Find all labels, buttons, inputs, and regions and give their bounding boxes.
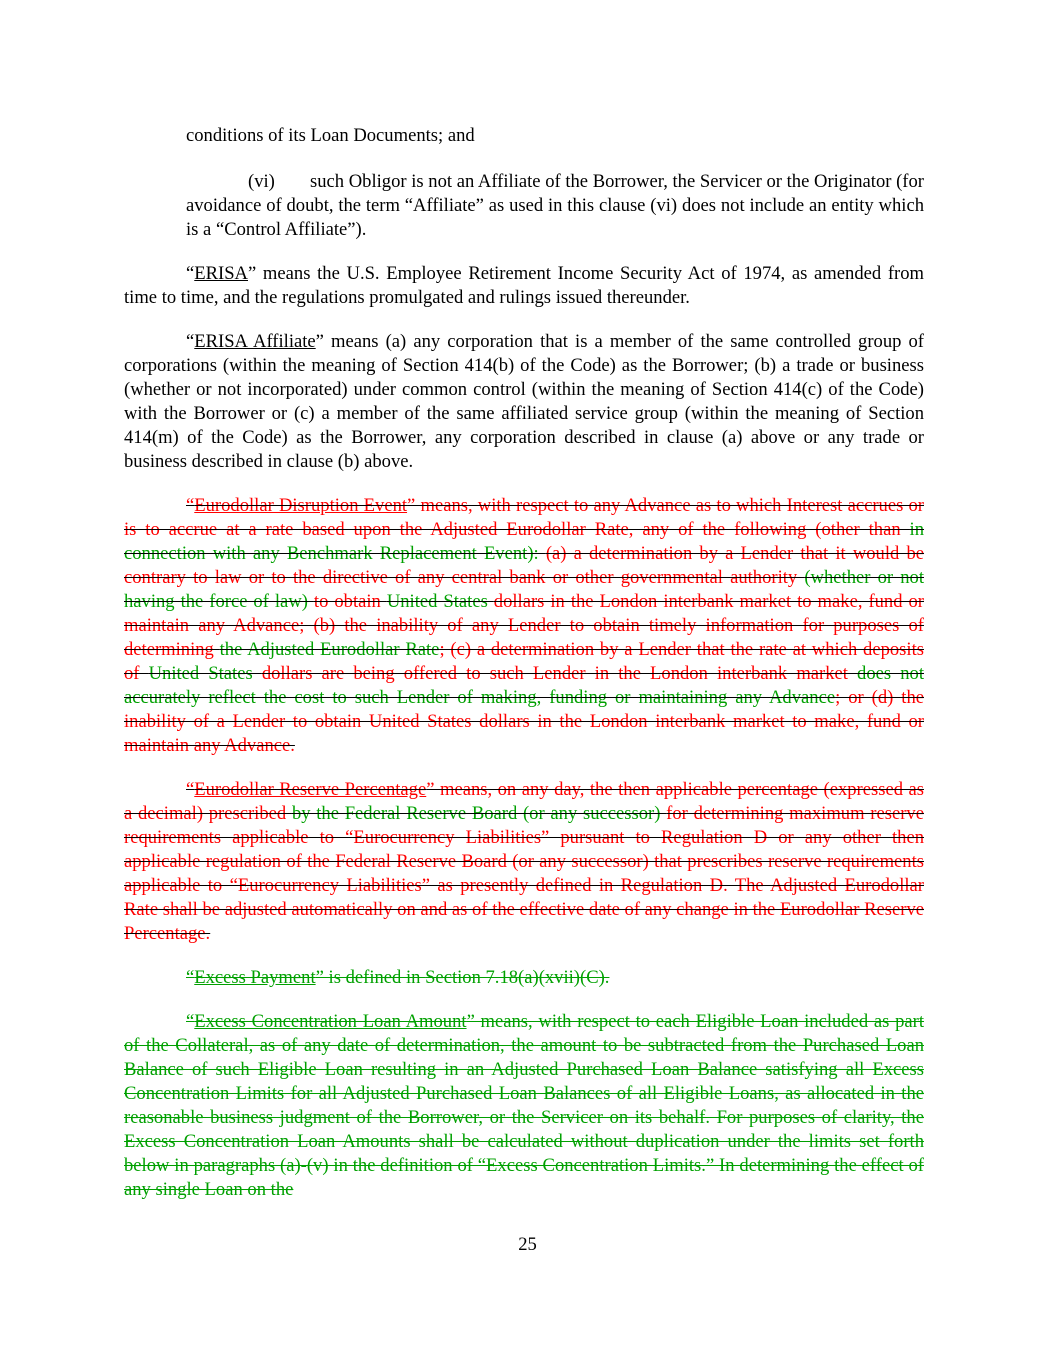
erisa-affiliate-term: ERISA Affiliate — [194, 331, 316, 352]
excess-payment-term: Excess Payment — [194, 967, 316, 988]
definition-excess-concentration-loan-amount — [124, 1010, 924, 1202]
eurodollar-disruption-open-quote: “ — [186, 495, 195, 516]
intro-paragraph: conditions of its Loan Documents; and — [186, 125, 475, 146]
eurodollar-disruption-term: Eurodollar Disruption Event — [194, 495, 408, 516]
excess-payment-open-quote: “ — [186, 967, 195, 988]
eurodollar-reserve-term: Eurodollar Reserve Percentage — [194, 779, 427, 800]
deleted-text: ” means, with respect to any Advance as to which Interest accrues or is to accrue at a rate based upon the Adjusted Eurodollar Rate, any of the following (other than — [124, 495, 924, 540]
deleted-text: ” means, on any day, the then applicable percentage (expressed as a decimal) prescribed — [124, 779, 924, 824]
deleted-text: ; (c) a determination by a Lender that the rate at which deposits of — [124, 639, 924, 684]
page-number: 25 — [518, 1234, 537, 1255]
excess-concentration-term: Excess Concentration Loan Amount — [194, 1011, 467, 1032]
erisa-term: ERISA — [194, 263, 248, 284]
clause-vi-text: such Obligor is not an Affiliate of the Borrower, the Servicer or the Originator (for avoidance of doubt, the term “Affiliate” as used in this clause (vi) does not include an entity which is a “Control Affiliate”). — [186, 171, 924, 240]
excess-payment-mid: ” is defined in — [315, 967, 426, 988]
definition-eurodollar-disruption-event — [124, 494, 924, 758]
deleted-text: for determining maximum reserve requirements applicable to “Eurocurrency Liabilities” pursuant to Regulation D or any other then applicable regulation of the Federal Reserve Board (or any successor) that prescribes reserve requirements applicable to “Eurocurrency Liabilities” as presently defined in Regulation D. The Adjusted Eurodollar Rate shall be adjusted automatically on and as of the effective date of any change in the Eurodollar Reserve Percentage. — [124, 803, 924, 944]
inserted-text: (whether or not having the force of law) — [124, 567, 924, 612]
deleted-text: dollars in the London interbank market to make, fund or maintain any Advance; (b) the inability of any Lender to obtain timely information for purposes of determining — [124, 591, 924, 660]
definition-erisa-affiliate — [124, 330, 924, 474]
definition-eurodollar-reserve-percentage — [124, 778, 924, 946]
inserted-text: United States — [148, 663, 262, 684]
eurodollar-reserve-open-quote: “ — [186, 779, 195, 800]
deleted-text: dollars are being offered to such Lender in the London interbank market — [261, 663, 858, 684]
clause-vi-number: (vi) — [248, 171, 275, 192]
inserted-text: does not accurately reflect the cost to such Lender of making, funding or maintaining any Advance — [124, 663, 924, 708]
erisa-affiliate-body: ” means (a) any corporation that is a member of the same controlled group of corporations (within the meaning of Section 414(b) of the Code) as the Borrower; (b) a trade or business (whether or not incorporated) under common control (within the meaning of Section 414(c) of the Code) with the Borrower or (c) a member of the same affiliated service group (within the meaning of Section 414(m) of the Code) as the Borrower, any corporation described in clause (a) above or any trade or business described in clause (b) above. — [124, 331, 924, 472]
inserted-text: by the Federal Reserve Board (or any successor) — [291, 803, 667, 824]
erisa-body: ” means the U.S. Employee Retirement Income Security Act of 1974, as amended from time to time, and the regulations promulgated and rulings issued thereunder. — [124, 263, 924, 308]
erisa-open-quote: “ — [186, 263, 195, 284]
excess-concentration-body: ” means, with respect to each Eligible Loan included as part of the Collateral, as of any date of determination, the amount to be subtracted from the Purchased Loan Balance of such Eligible Loan resulting in an Adjusted Purchased Loan Balance satisfying all Excess Concentration Limits for all Adjusted Purchased Loan Balances of all Eligible Loans, as allocated in the reasonable business judgment of the Borrower, or the Servicer on its behalf. For purposes of clarity, the Excess Concentration Loan Amounts shall be calculated without duplication under the limits set forth below in paragraphs (a)-(v) in the definition of “Excess Concentration Limits.” In determining the effect of any single Loan on the — [124, 1011, 924, 1200]
document-page — [124, 124, 924, 1202]
inserted-text: United States — [386, 591, 494, 612]
inserted-text: the Adjusted Eurodollar Rate — [219, 639, 440, 660]
deleted-text: to obtain — [313, 591, 387, 612]
excess-concentration-open-quote: “ — [186, 1011, 195, 1032]
inserted-text: in connection with any Benchmark Replacement Event): — [124, 519, 924, 564]
section-reference: Section 7.18(a)(xvii)(C). — [425, 967, 610, 988]
erisa-affiliate-open-quote: “ — [186, 331, 195, 352]
definition-erisa — [124, 262, 924, 310]
clause-vi-paragraph — [124, 170, 924, 242]
deleted-text: ; or (d) the inability of a Lender to obtain United States dollars in the London interbank market to make, fund or maintain any Advance. — [124, 687, 924, 756]
deleted-text: (a) a determination by a Lender that it would be contrary to law or to the directive of any central bank or other governmental authority — [124, 543, 925, 588]
definition-excess-payment — [124, 966, 924, 990]
